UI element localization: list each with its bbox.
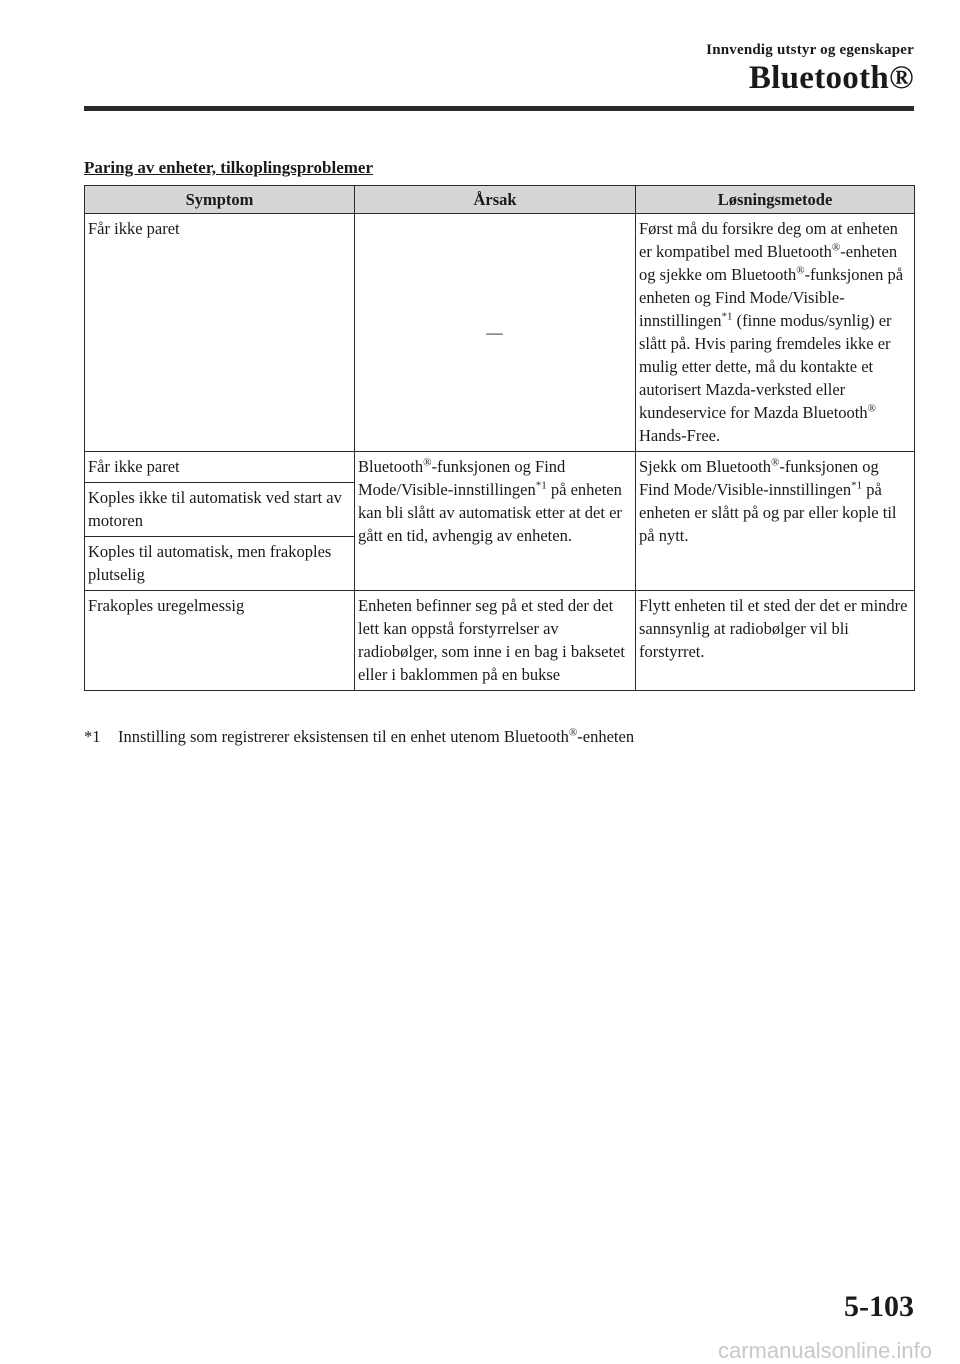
solution-cell: Flytt enheten til et sted der det er mindre sannsynlig at radiobølger vil bli forstyrret. <box>636 591 915 691</box>
cause-cell: Bluetooth®-funksjonen og Find Mode/Visible-innstillingen$^{*1}$ på enheten kan bli slått av automatisk etter at det er gått en tid, avhengig av enheten. <box>355 452 636 591</box>
table-row <box>85 452 915 483</box>
symptom-cell: Koples til automatisk, men frakoples plutselig <box>85 537 355 591</box>
solution-cell: Først må du forsikre deg om at enheten er kompatibel med Bluetooth®-enheten og sjekke om Bluetooth®-funksjonen på enheten og Find Mode/Visible-innstillingen$^{*1}$ (finne modus/synlig) er slått på. Hvis paring fremdeles ikke er mulig etter dette, må du kontakte et autorisert Mazda-verksted eller kundeservice for Mazda Bluetooth® Hands-Free. <box>636 214 915 452</box>
symptom-cell: Koples ikke til automatisk ved start av motoren <box>85 483 355 537</box>
footnote <box>84 727 634 747</box>
column-header-symptom: Symptom <box>85 186 355 214</box>
table-row <box>85 591 915 691</box>
footnote-mark: *1 <box>84 727 101 746</box>
page-title: Bluetooth® <box>748 60 914 96</box>
footnote-text: Innstilling som registrerer eksistensen til en enhet utenom Bluetooth®-enheten <box>118 726 635 746</box>
troubleshooting-table <box>84 185 915 691</box>
symptom-cell: Får ikke paret <box>85 452 355 483</box>
header-rule <box>84 106 914 111</box>
column-header-solution: Løsningsmetode <box>636 186 915 214</box>
column-header-cause: Årsak <box>355 186 636 214</box>
table-row <box>85 214 915 452</box>
cause-cell: — <box>355 214 636 452</box>
chapter-title: Innvendig utstyr og egenskaper <box>706 42 914 58</box>
section-title: Paring av enheter, tilkoplingsproblemer <box>84 158 373 177</box>
symptom-cell: Får ikke paret <box>85 214 355 452</box>
table-header-row <box>85 186 915 214</box>
solution-cell: Sjekk om Bluetooth®-funksjonen og Find Mode/Visible-innstillingen$^{*1}$ på enheten er slått på og par eller kople til på nytt. <box>636 452 915 591</box>
page-number: 5-103 <box>844 1290 914 1323</box>
cause-cell: Enheten befinner seg på et sted der det lett kan oppstå forstyrrelser av radiobølger, som inne i en bag i baksetet eller i baklommen på en bukse <box>355 591 636 691</box>
watermark: carmanualsonline.info <box>717 1338 932 1363</box>
symptom-cell: Frakoples uregelmessig <box>85 591 355 691</box>
